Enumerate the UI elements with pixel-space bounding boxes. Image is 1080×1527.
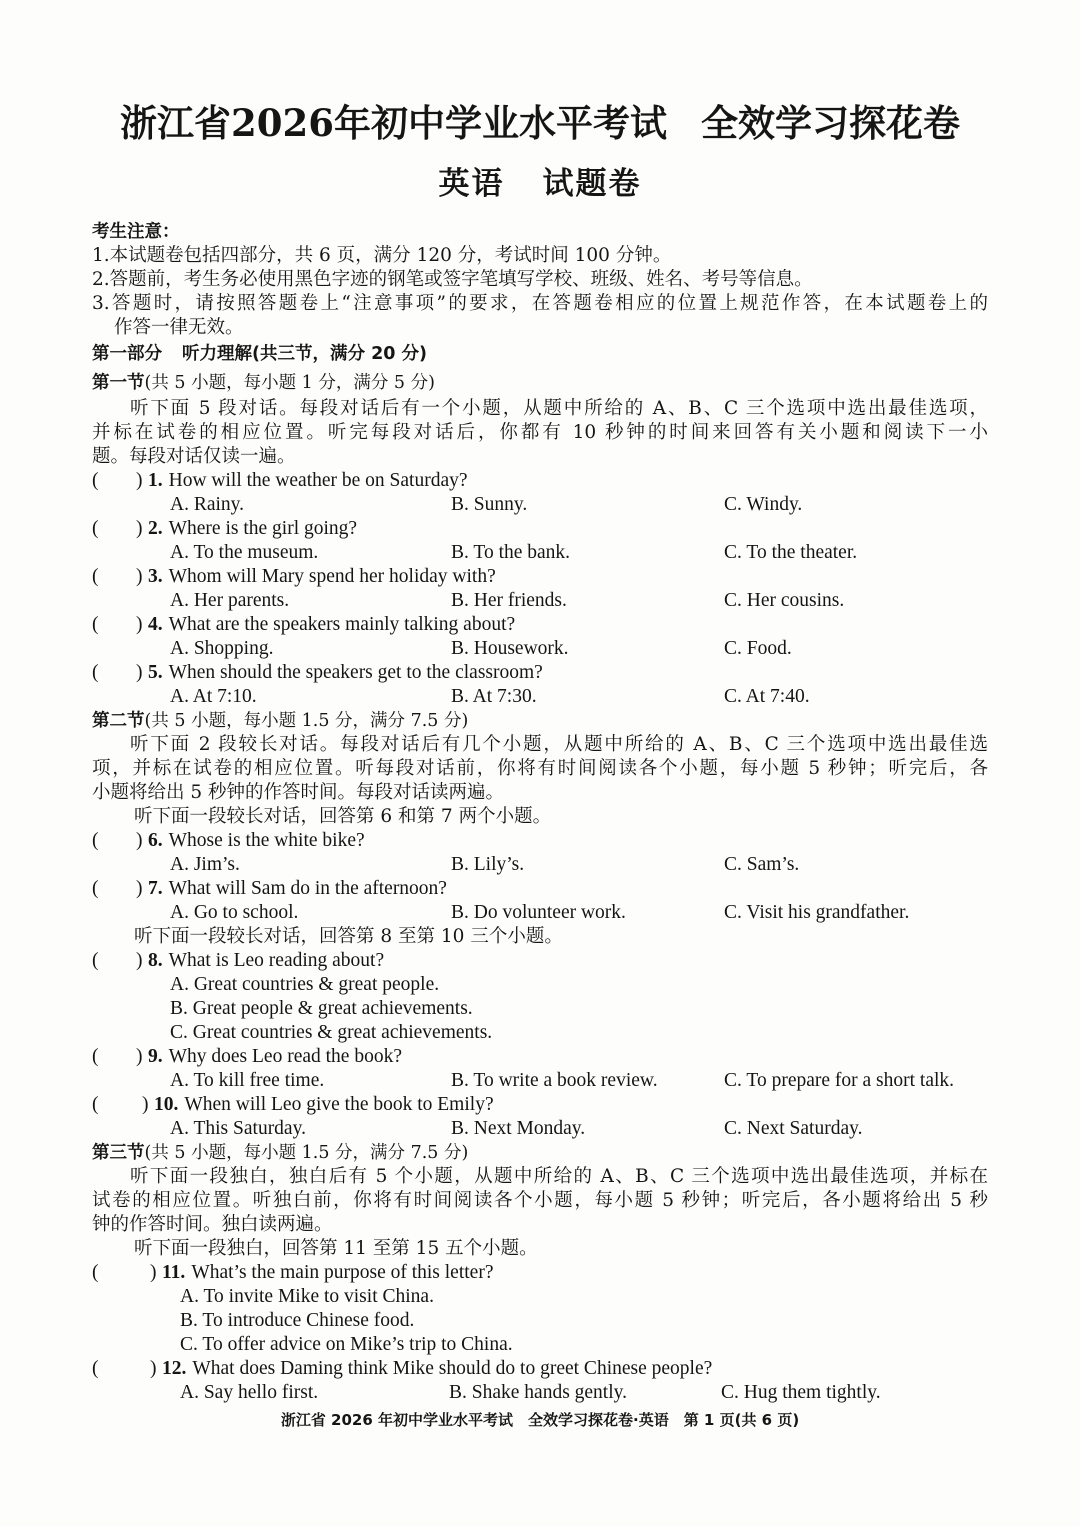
bracket-open: ( <box>92 830 99 851</box>
option-b: B. To the bank. <box>451 542 571 563</box>
notice-item: 1.本试题卷包括四部分，共 6 页，满分 120 分，考试时间 100 分钟。 <box>92 245 672 266</box>
question-text: When will Leo give the book to Emily? <box>184 1094 494 1115</box>
section-directions: 钟的作答时间。独白读两遍。 <box>92 1214 333 1235</box>
bracket-close: ) <box>136 1046 143 1067</box>
option-b: B. Great people & great achievements. <box>170 998 473 1019</box>
question-number: 1. <box>148 470 163 491</box>
option-c: C. Great countries & great achievements. <box>170 1022 493 1043</box>
question-number: 3. <box>148 566 163 587</box>
question <box>92 613 988 637</box>
page-footer: 浙江省 2026 年初中学业水平考试 全效学习探花卷·英语 第 1 页(共 6 页) <box>280 1411 800 1429</box>
dialogue-note: 听下面一段较长对话，回答第 6 和第 7 两个小题。 <box>134 806 552 827</box>
question-text: How will the weather be on Saturday? <box>168 470 468 491</box>
option-c: C. To offer advice on Mike’s trip to China. <box>180 1334 513 1355</box>
option-b: B. Do volunteer work. <box>451 902 626 923</box>
option-a: A. Rainy. <box>170 494 245 515</box>
question-text: What does Daming think Mike should do to greet Chinese people? <box>192 1358 713 1379</box>
bracket-close: ) <box>150 1262 157 1283</box>
part-title: 听力理解(共三节，满分 20 分) <box>182 344 428 364</box>
bracket-open: ( <box>92 566 99 587</box>
bracket-open: ( <box>92 878 99 899</box>
options-row <box>92 1069 988 1093</box>
question-text: Whom will Mary spend her holiday with? <box>168 566 496 587</box>
question <box>92 1357 988 1381</box>
question-text: Why does Leo read the book? <box>168 1046 402 1067</box>
bracket-close: ) <box>136 830 143 851</box>
option-a: A. Shopping. <box>170 638 274 659</box>
answer-bracket <box>92 613 148 637</box>
section-detail: (共 5 小题，每小题 1 分，满分 5 分) <box>144 373 435 393</box>
options-row <box>92 853 988 877</box>
paper-type: 试题卷 <box>542 166 642 202</box>
question <box>92 1045 988 1069</box>
question-text: Whose is the white bike? <box>168 830 365 851</box>
option-b: B. To write a book review. <box>451 1070 658 1091</box>
option-c: C. At 7:40. <box>724 686 810 707</box>
notice-heading: 考生注意： <box>92 222 180 242</box>
question-text: What are the speakers mainly talking about? <box>168 614 516 635</box>
bracket-open: ( <box>92 1358 99 1379</box>
bracket-open: ( <box>92 662 99 683</box>
bracket-close: ) <box>150 1358 157 1379</box>
answer-bracket <box>92 517 148 541</box>
bracket-open: ( <box>92 614 99 635</box>
question-text: What is Leo reading about? <box>168 950 385 971</box>
question-text: What’s the main purpose of this letter? <box>191 1262 494 1283</box>
part-label: 第一部分 <box>92 344 162 364</box>
answer-bracket <box>92 565 148 589</box>
exam-subtitle <box>0 164 1080 204</box>
question-text: What will Sam do in the afternoon? <box>168 878 447 899</box>
section-directions: 小题将给出 5 秒钟的作答时间。每段对话读两遍。 <box>92 782 505 803</box>
question <box>92 949 988 973</box>
bracket-open: ( <box>92 1262 99 1283</box>
section-detail: (共 5 小题，每小题 1.5 分，满分 7.5 分) <box>144 1143 469 1163</box>
question <box>92 1261 988 1285</box>
bracket-open: ( <box>92 518 99 539</box>
answer-bracket <box>92 1045 148 1069</box>
question-number: 4. <box>148 614 163 635</box>
question-number: 9. <box>148 1046 163 1067</box>
option-a: A. At 7:10. <box>170 686 257 707</box>
question-number: 11. <box>162 1262 186 1283</box>
bracket-open: ( <box>92 1094 99 1115</box>
options-row <box>92 685 988 709</box>
exam-content <box>92 220 988 1405</box>
option-b: B. Lily’s. <box>451 854 525 875</box>
options-row <box>92 493 988 517</box>
question <box>92 517 988 541</box>
exam-series-name: 全效学习探花卷 <box>700 101 960 145</box>
options-row <box>92 1117 988 1141</box>
bracket-open: ( <box>92 470 99 491</box>
question-number: 10. <box>154 1094 179 1115</box>
option-c: C. Her cousins. <box>724 590 845 611</box>
option-c: C. Hug them tightly. <box>721 1382 881 1403</box>
bracket-close: ) <box>136 518 143 539</box>
section-directions: 试卷的相应位置。听独白前，你将有时间阅读各个小题，每小题 5 秒钟；听完后，各小题将给出 5 秒 <box>92 1190 988 1211</box>
answer-bracket <box>92 949 148 973</box>
option-a: A. To kill free time. <box>170 1070 325 1091</box>
option-b: B. At 7:30. <box>451 686 537 707</box>
exam-title-main: 浙江省2026年初中学业水平考试 <box>120 101 667 145</box>
section-heading <box>92 709 988 733</box>
option-c: C. Sam’s. <box>724 854 800 875</box>
section-directions: 题。每段对话仅读一遍。 <box>92 446 296 467</box>
answer-bracket <box>92 1357 162 1381</box>
answer-bracket <box>92 661 148 685</box>
answer-bracket <box>92 469 148 493</box>
dialogue-note: 听下面一段较长对话，回答第 8 至第 10 三个小题。 <box>134 926 563 947</box>
monologue-note: 听下面一段独白，回答第 11 至第 15 五个小题。 <box>134 1238 538 1259</box>
option-a: A. To invite Mike to visit China. <box>180 1286 434 1307</box>
options-row <box>92 901 988 925</box>
question <box>92 829 988 853</box>
section-heading <box>92 1141 988 1165</box>
option-b: B. Her friends. <box>451 590 567 611</box>
section-directions: 听下面 5 段对话。每段对话后有一个小题，从题中所给的 A、B、C 三个选项中选出最佳选项， <box>130 398 988 419</box>
options-row <box>92 541 988 565</box>
section-directions: 听下面一段独白，独白后有 5 个小题，从题中所给的 A、B、C 三个选项中选出最佳选项，并标在 <box>130 1166 988 1187</box>
answer-bracket <box>92 829 148 853</box>
bracket-close: ) <box>142 1094 149 1115</box>
part-heading <box>92 342 988 366</box>
bracket-open: ( <box>92 950 99 971</box>
section-directions: 听下面 2 段较长对话。每段对话后有几个小题，从题中所给的 A、B、C 三个选项中选出最佳选 <box>130 734 988 755</box>
bracket-close: ) <box>136 614 143 635</box>
option-a: A. Her parents. <box>170 590 290 611</box>
section-label: 第二节 <box>92 711 145 731</box>
section-label: 第一节 <box>92 373 145 393</box>
answer-bracket <box>92 1093 154 1117</box>
question-number: 5. <box>148 662 163 683</box>
option-c: C. Windy. <box>724 494 803 515</box>
question-text: When should the speakers get to the classroom? <box>168 662 543 683</box>
bracket-close: ) <box>136 566 143 587</box>
section-directions: 项，并标在试卷的相应位置。听每段对话前，你将有时间阅读各个小题，每小题 5 秒钟；听完后，各 <box>92 758 988 779</box>
notice-item-continued: 作答一律无效。 <box>114 317 244 338</box>
section-directions: 并标在试卷的相应位置。听完每段对话后，你都有 10 秒钟的时间来回答有关小题和阅读下一小 <box>92 422 988 443</box>
option-c: C. Next Saturday. <box>724 1118 863 1139</box>
option-a: A. Great countries & great people. <box>170 974 440 995</box>
answer-bracket <box>92 1261 162 1285</box>
option-b: B. Next Monday. <box>451 1118 586 1139</box>
option-b: B. To introduce Chinese food. <box>180 1310 415 1331</box>
options-row <box>92 1381 988 1405</box>
option-a: A. Go to school. <box>170 902 299 923</box>
option-a: A. To the museum. <box>170 542 319 563</box>
option-c: C. Visit his grandfather. <box>724 902 910 923</box>
subject-name: 英语 <box>438 166 505 202</box>
option-a: A. Say hello first. <box>180 1382 319 1403</box>
bracket-close: ) <box>136 470 143 491</box>
exam-title <box>0 100 1080 146</box>
question-number: 2. <box>148 518 163 539</box>
question-number: 7. <box>148 878 163 899</box>
option-a: A. Jim’s. <box>170 854 240 875</box>
answer-bracket <box>92 877 148 901</box>
question <box>92 661 988 685</box>
question-number: 8. <box>148 950 163 971</box>
option-b: B. Housework. <box>451 638 569 659</box>
option-c: C. Food. <box>724 638 792 659</box>
question <box>92 565 988 589</box>
section-detail: (共 5 小题，每小题 1.5 分，满分 7.5 分) <box>144 711 469 731</box>
section-heading <box>92 371 988 395</box>
options-row <box>92 589 988 613</box>
notice-item: 3.答题时，请按照答题卷上“注意事项”的要求，在答题卷相应的位置上规范作答，在本试题卷上的 <box>92 293 988 314</box>
option-b: B. Shake hands gently. <box>449 1382 628 1403</box>
bracket-open: ( <box>92 1046 99 1067</box>
section-label: 第三节 <box>92 1143 145 1163</box>
options-row <box>92 637 988 661</box>
question <box>92 469 988 493</box>
question <box>92 877 988 901</box>
question <box>92 1093 988 1117</box>
bracket-close: ) <box>136 950 143 971</box>
option-a: A. This Saturday. <box>170 1118 306 1139</box>
question-text: Where is the girl going? <box>168 518 358 539</box>
option-b: B. Sunny. <box>451 494 528 515</box>
notice-item: 2.答题前，考生务必使用黑色字迹的钢笔或签字笔填写学校、班级、姓名、考号等信息。 <box>92 269 813 290</box>
option-c: C. To prepare for a short talk. <box>724 1070 955 1091</box>
bracket-close: ) <box>136 662 143 683</box>
question-number: 6. <box>148 830 163 851</box>
question-number: 12. <box>162 1358 187 1379</box>
option-c: C. To the theater. <box>724 542 858 563</box>
bracket-close: ) <box>136 878 143 899</box>
